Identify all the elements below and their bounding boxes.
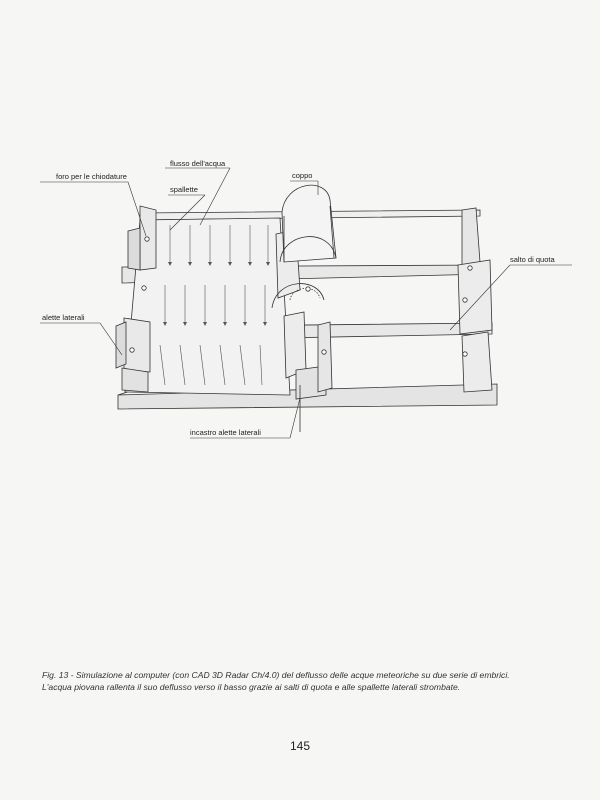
label-spallette: spallette	[170, 185, 198, 194]
page-number: 145	[289, 739, 311, 753]
caption-line-1: Fig. 13 - Simulazione al computer (con CAD 3D Radar Ch/4.0) del deflusso delle acque meteoriche su due serie di embrici.	[42, 670, 510, 680]
figure-caption	[42, 669, 572, 693]
caption-line-2: L'acqua piovana rallenta il suo deflusso verso il basso grazie ai salti di quota e alle spallette laterali strombate.	[42, 682, 461, 692]
label-alette-laterali: alette laterali	[42, 313, 85, 322]
label-salto-quota: salto di quota	[510, 255, 555, 264]
label-incastro-alette: incastro alette laterali	[190, 428, 261, 437]
label-foro-chiodature: foro per le chiodature	[56, 172, 127, 181]
label-coppo: coppo	[292, 171, 313, 180]
label-flusso-acqua: flusso dell'acqua	[170, 159, 226, 168]
